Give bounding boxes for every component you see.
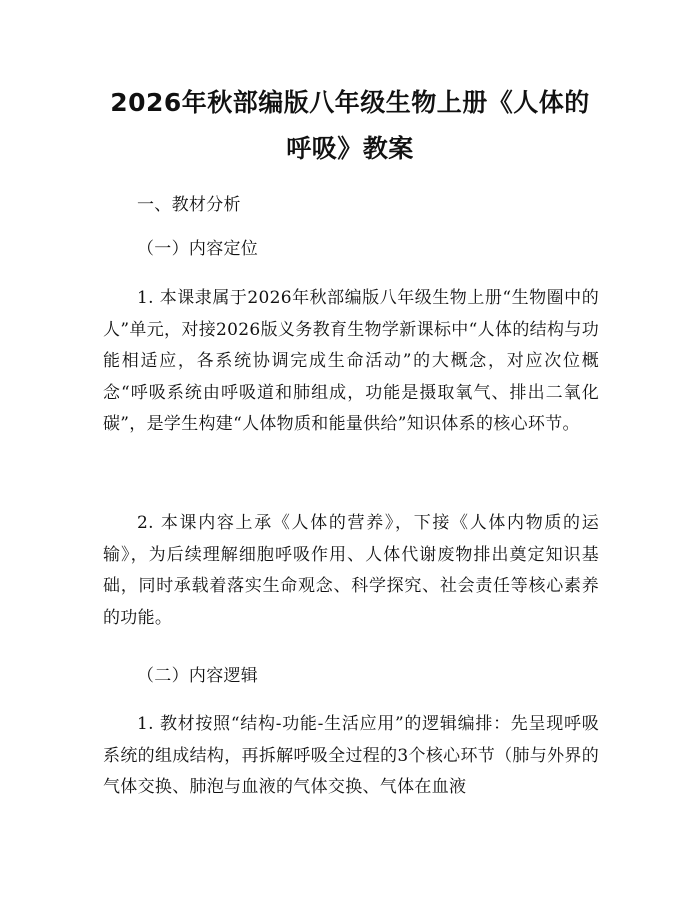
paragraph-content-positioning-1: 1. 本课隶属于2026年秋部编版八年级生物上册“生物圈中的人”单元，对接2026版义务教育生物学新课标中“人体的结构与功能相适应，各系统协调完成生命活动”的大概念，对应次位概念“呼吸系统由呼吸道和肺组成，功能是摄取氧气、排出二氧化碳”，是学生构建“人体物质和能量供给”知识体系的核心环节。 — [103, 288, 599, 434]
document-title: 2026年秋部编版八年级生物上册《人体的呼吸》教案 — [110, 88, 590, 163]
section-heading-textbook-analysis: 一、教材分析 — [137, 195, 241, 215]
paragraph-content-positioning-2: 2. 本课内容上承《人体的营养》，下接《人体内物质的运输》，为后续理解细胞呼吸作用、人体代谢废物排出奠定知识基础，同时承载着落实生命观念、科学探究、社会责任等核心素养的功能。 — [103, 513, 599, 628]
paragraph-content-logic-1: 1. 教材按照“结构-功能-生活应用”的逻辑编排：先呈现呼吸系统的组成结构，再拆解呼吸全过程的3个核心环节（肺与外界的气体交换、肺泡与血液的气体交换、气体在血液 — [103, 714, 599, 797]
subsection-heading-content-logic: （二）内容逻辑 — [137, 666, 259, 686]
subsection-heading-content-positioning: （一）内容定位 — [137, 239, 259, 259]
